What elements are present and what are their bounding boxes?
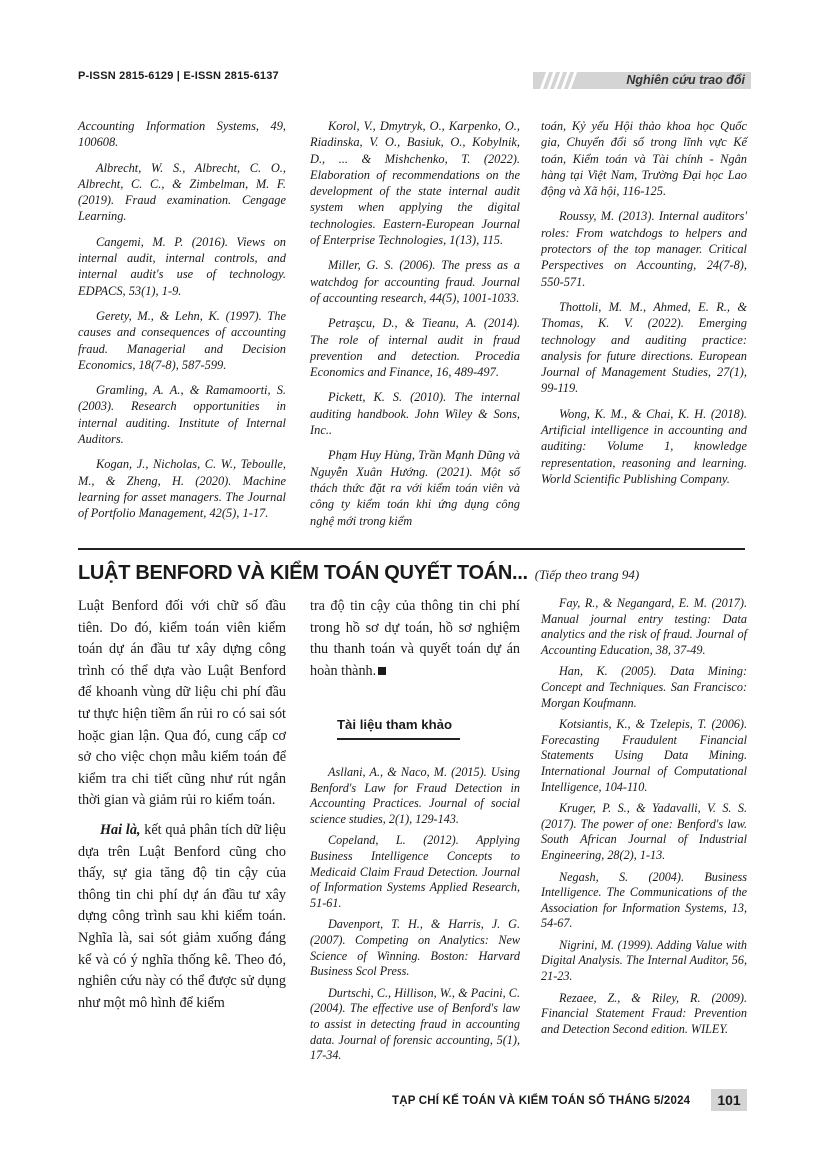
reference-entry: Fay, R., & Negangard, E. M. (2017). Manual journal entry testing: Data analytics and the risk of fraud. Journal of Accounting Education, 38, 37-49. bbox=[541, 596, 747, 657]
reference-entry: Roussy, M. (2013). Internal auditors' roles: From watchdogs to helpers and protectors of the top manager. Critical Perspectives on Accounting, 24(7-8), 550-571. bbox=[541, 209, 747, 289]
reference-entry: Negash, S. (2004). Business Intelligence. The Communications of the Association for Information Systems, 13, 54-67. bbox=[541, 869, 747, 931]
page-number: 101 bbox=[711, 1089, 747, 1111]
paragraph-text: kết quả phân tích dữ liệu dựa trên Luật Benford cũng cho thấy, sự gia tăng độ tin cậy của thông tin chi phí dự án đầu tư xây dựng công trình sau khi kiểm toán. Nghĩa là, sai sót giảm xuống đáng kể và có ý nghĩa thống kê. Theo đó, nghiên cứu này có thể được sử dụng như một mô hình để kiểm bbox=[78, 821, 287, 1011]
bottom-references-column-3 bbox=[541, 596, 747, 1043]
reference-entry: Accounting Information Systems, 49, 100608. bbox=[78, 119, 286, 150]
references-heading: Tài liệu tham khảo bbox=[337, 717, 453, 732]
references-column-3 bbox=[541, 118, 747, 496]
reference-entry: Gramling, A. A., & Ramamoorti, S. (2003). Research opportunities in internal auditing. Institute of Internal Auditors. bbox=[78, 383, 286, 447]
article-title: LUẬT BENFORD VÀ KIỂM TOÁN QUYẾT TOÁN... bbox=[78, 562, 528, 584]
heading-underline bbox=[337, 738, 460, 740]
reference-entry: Albrecht, W. S., Albrecht, C. O., Albrecht, C. C., & Zimbelman, M. F. (2019). Fraud examination. Cengage Learning. bbox=[78, 160, 286, 224]
continued-note: (Tiếp theo trang 94) bbox=[534, 567, 640, 582]
reference-entry: Nigrini, M. (1999). Adding Value with Digital Analysis. The Internal Auditor, 56, 21-23. bbox=[541, 937, 747, 984]
reference-entry: Kogan, J., Nicholas, C. W., Teboulle, M., & Zheng, H. (2020). Machine learning for asset managers. The Journal of Portfolio Management, 42(5), 1-17. bbox=[78, 457, 286, 521]
end-mark bbox=[378, 667, 386, 675]
paragraph-text: tra độ tin cậy của thông tin chi phí trong hồ sơ dự toán, hồ sơ nghiệm thu thanh toán và quyết toán dự án hoàn thành. bbox=[310, 598, 520, 679]
reference-entry: Durtschi, C., Hillison, W., & Pacini, C. (2004). The effective use of Benford's law to assist in detecting fraud in accounting data. Journal of forensic accounting, 5(1), 17-34. bbox=[310, 985, 520, 1063]
reference-entry: Wong, K. M., & Chai, K. H. (2018). Artificial intelligence in accounting and auditing: Volume 1, knowledge representation, reasoning and learning. World Scientific Publishing Company. bbox=[541, 406, 747, 486]
reference-entry: Cangemi, M. P. (2016). Views on internal audit, internal controls, and internal audit's use of technology. EDPACS, 53(1), 1-9. bbox=[78, 234, 286, 298]
section-divider bbox=[78, 548, 745, 550]
article-body-column-2 bbox=[310, 596, 520, 690]
reference-entry: Asllani, A., & Naco, M. (2015). Using Benford's Law for Fraud Detection in Accounting Practices. Journal of social science studies, 2(1), 129-143. bbox=[310, 765, 520, 826]
reference-entry: Miller, G. S. (2006). The press as a watchdog for accounting fraud. Journal of accounting research, 44(5), 1001-1033. bbox=[310, 258, 520, 305]
reference-entry: Davenport, T. H., & Harris, J. G. (2007). Competing on Analytics: New Science of Winning. Boston: Harvard Business Scol Press. bbox=[310, 917, 520, 979]
body-paragraph: Luật Benford đối với chữ số đầu tiên. Do đó, kiểm toán viên kiểm toán dự án đầu tư xây dựng công trình có thể dựa vào Luật Benford để khoanh vùng dữ liệu chi phí đầu tư thực hiện tiềm ẩn rủi ro có sai sót hoặc gian lận. Qua đó, cung cấp cơ sở cho việc chọn mẫu kiểm toán để kiểm tra chi tiết cũng như rút ngắn thời gian và giảm rủi ro kiểm toán. bbox=[78, 598, 286, 809]
references-column-2 bbox=[310, 118, 520, 538]
reference-entry: Gerety, M., & Lehn, K. (1997). The causes and consequences of accounting fraud. Managerial and Decision Economics, 18(7-8), 587-599. bbox=[78, 308, 286, 372]
journal-footer: TẠP CHÍ KẾ TOÁN VÀ KIỂM TOÁN SỐ THÁNG 5/2024 bbox=[392, 1095, 691, 1107]
section-label: Nghiên cứu trao đổi bbox=[626, 73, 745, 87]
article-body-column-1 bbox=[78, 596, 286, 1022]
body-paragraph bbox=[78, 820, 286, 1014]
bottom-references-column-2 bbox=[310, 765, 520, 1070]
issn-header: P-ISSN 2815-6129 | E-ISSN 2815-6137 bbox=[78, 70, 279, 82]
reference-entry: Pickett, K. S. (2010). The internal auditing handbook. John Wiley & Sons, Inc.. bbox=[310, 390, 520, 438]
reference-entry: Han, K. (2005). Data Mining: Concept and Techniques. San Francisco: Morgan Koufmann. bbox=[541, 664, 747, 710]
paragraph-lead: Hai là, bbox=[100, 821, 141, 838]
article-heading bbox=[78, 562, 639, 585]
reference-entry: Kotsiantis, K., & Tzelepis, T. (2006). Forecasting Fraudulent Financial Statements Using Data Mining. International Journal of Computational Intelligence, 104-110. bbox=[541, 717, 747, 794]
body-paragraph bbox=[310, 596, 520, 682]
references-column-1 bbox=[78, 118, 286, 531]
reference-entry: toán, Kỷ yếu Hội thảo khoa học Quốc gia, Chuyển đổi số trong lĩnh vực Kế toán, Kiểm toán và Tài chính - Ngân hàng tại Việt Nam, Trường Đại học Lao động và Xã hội, 116-125. bbox=[541, 119, 747, 199]
reference-entry: Thottoli, M. M., Ahmed, E. R., & Thomas, K. V. (2022). Emerging technology and auditing practice: analysis for future directions. European Journal of Management Studies, 27(1), 99-119. bbox=[541, 299, 747, 396]
section-banner bbox=[533, 72, 751, 89]
reference-entry: Petraşcu, D., & Tieanu, A. (2014). The role of internal audit in fraud prevention and detection. Procedia Economics and Finance, 16, 489-497. bbox=[310, 316, 520, 380]
reference-entry: Korol, V., Dmytryk, O., Karpenko, O., Riadinska, V. O., Basiuk, O., Kobylnik, D., ... & Mishchenko, T. (2022). Elaboration of recommendations on the development of the state internal audit system when applying the digital technologies. Eastern-European Journal of Enterprise Technologies, 1(13), 115. bbox=[310, 119, 520, 248]
reference-entry: Phạm Huy Hùng, Trần Mạnh Dũng và Nguyễn Xuân Hướng. (2021). Một số thách thức đặt ra với kiểm toán viên và công ty kiểm toán khi ứng dụng công nghệ mới trong kiểm bbox=[310, 448, 520, 528]
reference-entry: Kruger, P. S., & Yadavalli, V. S. S. (2017). The power of one: Benford's law. South African Journal of Industrial Engineering, 28(2), 1-13. bbox=[541, 801, 747, 862]
reference-entry: Copeland, L. (2012). Applying Business Intelligence Concepts to Medicaid Claim Fraud Detection. Journal of Information Systems Applied Research, 51-61. bbox=[310, 833, 520, 910]
reference-entry: Rezaee, Z., & Riley, R. (2009). Financial Statement Fraud: Prevention and Detection Second edition. WILEY. bbox=[541, 990, 747, 1036]
